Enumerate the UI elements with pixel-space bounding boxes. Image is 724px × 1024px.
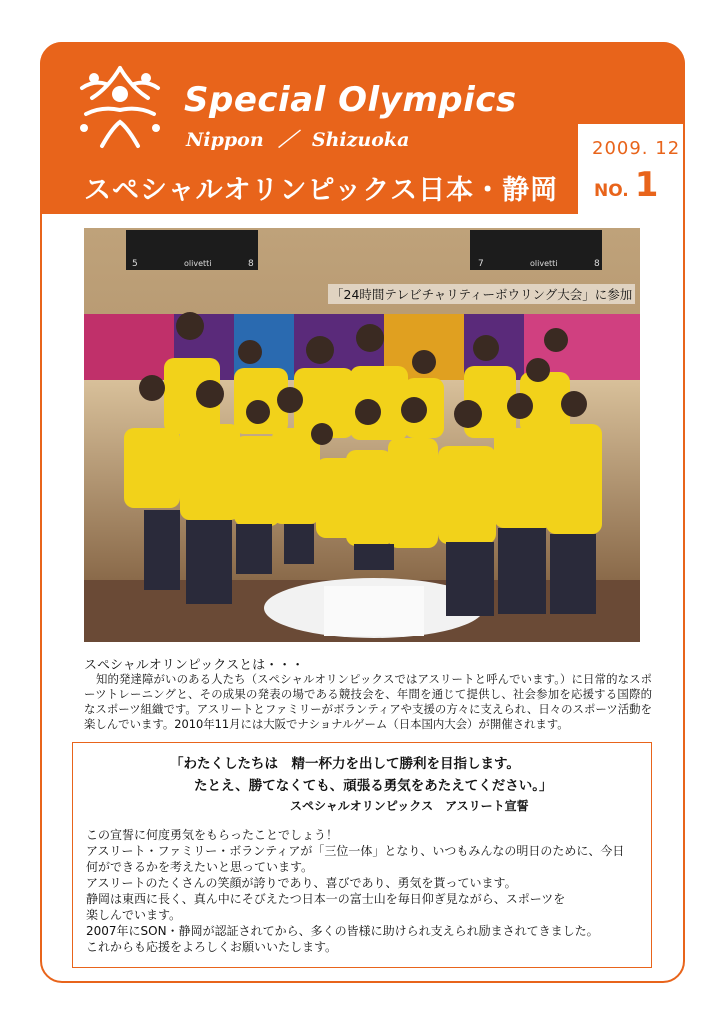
photo-caption: 「24時間テレビチャリティーボウリング大会」に参加: [328, 284, 635, 304]
issue-number: [594, 165, 658, 205]
message-line: 何ができるかを考えたいと思っています。: [86, 860, 314, 874]
about-body: 知的発達障がいのある人たち（スペシャルオリンピックスではアスリートと呼んでいます。）に日常的なスポーツトレーニングと、その成果の発表の場である競技会を、年間を通じて提供し、社会参加を応援する国際的なスポーツ組織です。アスリートとファミリーがボランティアや支援の方々に支えられ、日々のスポーツ活動を楽しんでいます。2010年11月には大阪でナショナルゲーム（日本国内大会）が開催されます。: [84, 672, 652, 731]
oath-line: たとえ、勝てなくても、頑張る勇気をあたえてください。」: [194, 778, 553, 794]
sign-brand: olivetti: [530, 259, 558, 268]
message-line: 楽しんでいます。: [86, 908, 182, 922]
oath-signature: スペシャルオリンピックス アスリート宣誓: [290, 799, 529, 813]
message-line: この宣誓に何度勇気をもらったことでしょう！: [86, 828, 339, 842]
oath-line: 「わたくしたちは 精一杯力を出して勝利を目指します。: [170, 756, 520, 772]
message-line: アスリートのたくさんの笑顔が誇りであり、喜びであり、勇気を貰っています。: [86, 876, 517, 890]
issue-date: 2009. 12: [592, 138, 681, 159]
about-heading: スペシャルオリンピックスとは・・・: [84, 658, 305, 673]
message-line: これからも応援をよろしくお願いいたします。: [86, 940, 338, 954]
sign-number: 8: [248, 259, 254, 269]
message-line: 2007年にSON・静岡が認証されてから、多くの皆様に助けられ支えられ励まされてきました。: [86, 924, 599, 938]
message-line: アスリート・ファミリー・ボランティアが「三位一体」となり、いつもみんなの明日のために、今日: [86, 844, 625, 858]
issue-number-label: NO.: [594, 181, 629, 201]
sign-brand: olivetti: [184, 259, 212, 268]
message-line: 静岡は東西に長く、真ん中にそびえたつ日本一の富士山を毎日仰ぎ見ながら、スポーツを: [86, 892, 566, 906]
header-banner-right: [578, 42, 685, 124]
brand-subtitle: Nippon ／ Shizuoka: [186, 129, 410, 151]
sign-number: 5: [132, 259, 138, 269]
special-olympics-logo-icon: [72, 58, 168, 154]
japanese-title: スペシャルオリンピックス日本・静岡: [84, 175, 559, 206]
brand-title: Special Olympics: [184, 80, 517, 120]
sign-number: 7: [478, 259, 484, 269]
issue-number-value: 1: [634, 165, 659, 205]
sign-number: 8: [594, 259, 600, 269]
